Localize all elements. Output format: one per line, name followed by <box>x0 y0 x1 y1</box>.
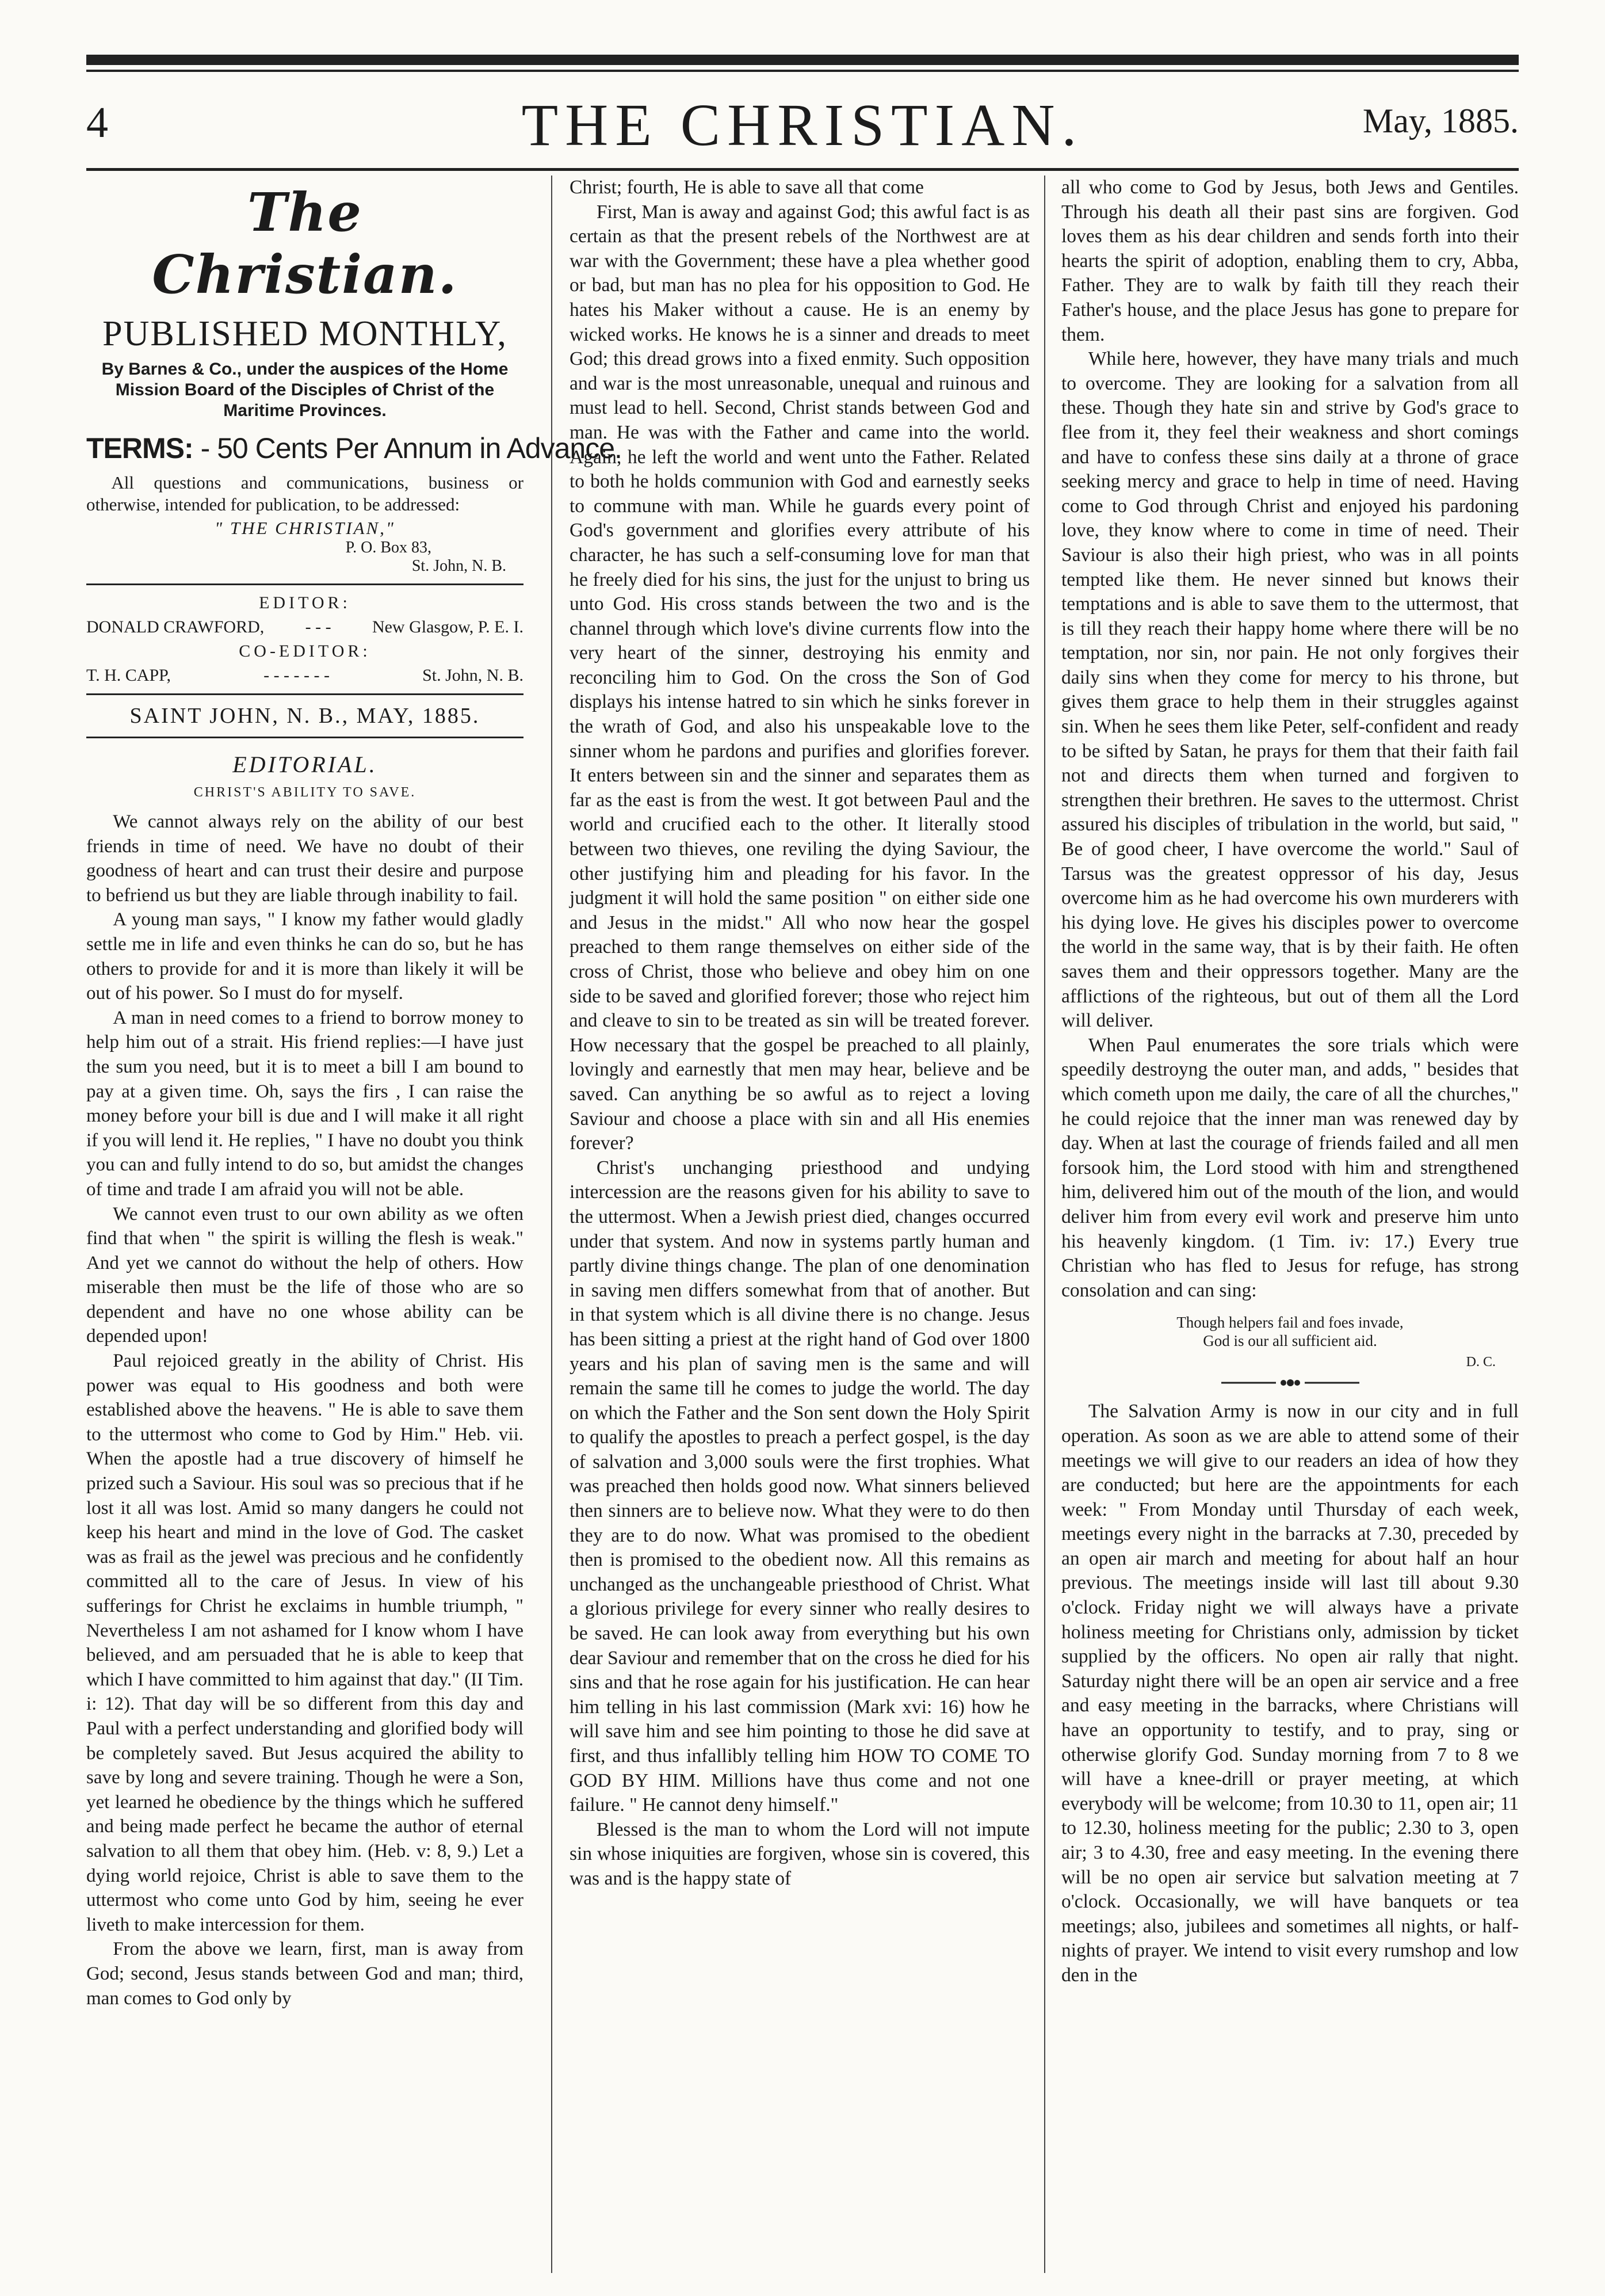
terms-label: TERMS: <box>86 432 193 464</box>
terms-value: 50 Cents Per Annum in Advance. <box>217 432 622 464</box>
editor-label: EDITOR: <box>259 593 351 612</box>
address-name: " THE CHRISTIAN," <box>215 518 395 538</box>
dateline-rule-top <box>86 693 523 695</box>
publisher-line: By Barnes & Co., under the auspices of the Home Mission Board of the Disciples of Christ of the Maritime Provinces. <box>101 360 509 420</box>
dateline: SAINT JOHN, N. B., MAY, 1885. <box>129 704 480 728</box>
terms-line <box>86 432 622 465</box>
address-box: P. O. Box 83, <box>345 539 431 556</box>
poem-verse <box>1061 1313 1519 1350</box>
header-rule <box>86 168 1519 171</box>
coeditor-label: CO-EDITOR: <box>239 642 371 661</box>
coeditor-line <box>86 666 523 685</box>
address-city: St. John, N. B. <box>411 557 506 575</box>
paragraph: The Salvation Army is now in our city and in full operation. As soon as we are able to attend some of their meetings we will give to our readers an idea of how they are conducted; but here are the appointments for each week: " From Monday until Thursday of each week, meetings every night in the barracks at 7.30, preceded by an open air march and meeting for about half an hour previous. The meetings inside will last till about 9.30 o'clock. Friday night we will always have a private holiness meeting for Christians only, admission by ticket supplied by the officers. No open air rally that night. Saturday night there will be an open air service and a free and easy meeting in the barracks, where Christians will have an opportunity to testify, and to pray, sing or otherwise glorify God. Sunday morning from 7 to 8 we will have a knee-drill or prayer meeting, at which everybody will be welcome; from 10.30 to 11, open air; 11 to 12.30, holiness meeting for the public; 2.30 to 3, open air; 3 to 4.30, free and easy meeting. In the evening there will be no open air service but salvation meeting at 7 o'clock. Occasionally, we will have banquets or tea meetings; also, jubilees and sometimes all nights, or half-nights of prayer. We intend to visit every rumshop and low den in the <box>1061 1401 1519 1986</box>
paragraph: Blessed is the man to whom the Lord will not impute sin whose iniquities are forgiven, whose sin is covered, this was and is the happy state of <box>570 1818 1030 1889</box>
paragraph: Christ; fourth, He is able to save all that come <box>570 177 924 198</box>
editor-dots: - - - <box>305 617 331 636</box>
paragraph: Christ's unchanging priesthood and undying intercession are the reasons given for his ability to save to the uttermost. When a Jewish priest died, changes occurred under that system. And now in systems partly human and partly divine things change. The plan of one denomination in saving men differs somewhat from that of another. But in that system which is all divine there is no change. Jesus has been sitting a priest at the right hand of God over 1800 years and his plan of saving men is the same and will remain the same till he comes to judge the world. The day on which the Father and the Son sent down the Holy Spirit to qualify the apostles to preach a perfect gospel, is the day of salvation and 3,000 souls were the first trophies. What was preached then holds good now. What sinners believed then sinners are to believe now. What they were to do then they are to do now. What was promised to the obedient then is promised to the obedient now. All this remains as unchanged as the unchangeable priesthood of Christ. What a glorious privilege for every sinner who really desires to be saved. He can look away from everything but his own dear Saviour and remember that on the cross he died for his sins and that he rose again for his justification. He can hear him telling in his last commission (Mark xvi: 16) how he will save him and see him pointing to those he did save at first, and thus infallibly telling him HOW TO COME TO GOD BY HIM. Millions have thus come and not one failure. " He cannot deny himself." <box>570 1157 1030 1816</box>
column-divider <box>1044 176 1045 2273</box>
paragraph: While here, however, they have many trials and much to overcome. They are looking for a salvation from all these. Though they hate sin and strive by God's grace to flee from it, they feel their weakness and short comings and have to confess these sins daily at a throne of grace seeking mercy and grace to help in time of need. Having come to God through Christ and enjoyed his pardoning love, they know where to come in time of need. Their Saviour is also their high priest, who was in all points tempted like them. He never sinned but knows their temptations and is able to save them to the uttermost, that is till they reach their happy home where there will be no temptation, nor sin, nor pain. He not only forgives their daily sins when they come for mercy to his throne, but gives them grace to help them in their struggles against sin. When he sees them like Peter, self-confident and ready to be sifted by Satan, he prays for them that their faith fail not and directs them when turned and forgiven to strengthen their brethren. He saves to the uttermost. Christ assured his disciples of tribulation in the world, but said, " Be of good cheer, I have overcome the world." Saul of Tarsus was the greatest oppressor of his day, Jesus overcome him as he had overcome his own murderers with his dying love. He gives his disciples power to overcome the world in the same way, that is by their faith. He often saves them and their oppressors together. Many are the afflictions of the righteous, but out of them all the Lord will deliver. <box>1061 348 1519 1032</box>
paragraph: First, Man is away and against God; this awful fact is as certain as that the present rebels of the Northwest are at war with the Government; these have a plea whether good or bad, but man has no plea for his opposition to God. He hates his Maker without a cause. He is an enemy by wicked works. He knows he is a sinner and dreads to meet God; this dread grows into a fixed enmity. Such opposition and war is the most unreasonable, unequal and ruinous and must lead to hell. Second, Christ stands between God and man. He was with the Father and came into the world. Again, he left the world and went unto the Father. Related to both he holds communion with God and earnestly seeks to commune with man. While he guards every point of God's government and glorifies every attribute of his character, he has such a self-consuming love for man that he freely died for his sins, the just for the unjust to bring us unto God. His cross stands between the two and is the channel through which love's divine currents flow into the very heart of the sinner, destroying his enmity and reconciling him to God. On the cross the Son of God displays his intense hatred to sin which he sinks forever in the wrath of God, and also his unspeakable love to the sinner whom he pardons and purifies and glorifies forever. It enters between sin and the sinner and separates them as far as the east is from the west. It got between Paul and the world and crucified each to the other. It literally stood between two thieves, one reviling the dying Saviour, the other justifying him and pleading for his favor. In the judgment it will hold the same position " on either side one and Jesus in the midst." All who now hear the gospel preached to them range themselves on either side of the cross of Christ, those who believe and obey him on one side to be saved and glorified forever; those who reject him and cleave to sin to be treated as sin will be treated forever. How necessary that the gospel be preached to all plainly, lovingly and earnestly that men may hear, believe and be saved. Can anything be so awful as to reject a loving Saviour and choose a place with sin and all His enemies forever? <box>570 201 1030 1154</box>
masthead-rule <box>86 583 523 585</box>
top-thin-rule <box>86 70 1519 72</box>
paragraph: We cannot always rely on the ability of our best friends in time of need. We have no doubt of their goodness of heart and can trust their desire and purpose to befriend us but they are liable through inability to fail. <box>86 811 523 906</box>
article-subheading: CHRIST'S ABILITY TO SAVE. <box>193 785 416 800</box>
page-number: 4 <box>86 98 108 147</box>
paragraph: A man in need comes to a friend to borrow money to help him out of a strait. His friend replies:—I have just the sum you need, but it is to meet a bill I am bound to pay at a given time. Oh, says the firs , I can raise the money before your bill is due and I will make it all right if you will lend it. He replies, " I have no doubt you think you can and fully intend to do so, but amidst the changes of time and trade I am afraid you will not be able. <box>86 1007 523 1200</box>
section-ornament <box>1061 1377 1519 1393</box>
running-header <box>86 81 1519 167</box>
paragraph: From the above we learn, first, man is away from God; second, Jesus stands between God and man; third, man comes to God only by <box>86 1939 523 2009</box>
poem-line: God is our all sufficient aid. <box>1203 1332 1377 1350</box>
top-heavy-rule <box>86 55 1519 65</box>
poem-line: Though helpers fail and foes invade, <box>1176 1314 1404 1332</box>
editorial-heading: EDITORIAL. <box>232 752 377 777</box>
published-monthly: PUBLISHED MONTHLY, <box>102 314 507 353</box>
editor-name: DONALD CRAWFORD, <box>86 617 265 636</box>
column-3 <box>1061 176 1519 2273</box>
newspaper-title: THE CHRISTIAN. <box>521 92 1084 158</box>
paragraph: A young man says, " I know my father would gladly settle me in life and even thinks he can do so, but he has others to provide for and it is more than likely it will be out of his power. So I must do for myself. <box>86 909 523 1004</box>
issue-date: May, 1885. <box>1362 102 1519 140</box>
column-2 <box>570 176 1030 2273</box>
terms-separator: - <box>200 432 210 464</box>
author-signature: D. C. <box>1466 1355 1496 1370</box>
paragraph: We cannot even trust to our own ability as we often find that when " the spirit is willing the flesh is weak." And yet we cannot do without the help of others. How miserable then must be the life of those who are so dependent and have no one whose ability can be depended upon! <box>86 1203 523 1347</box>
coeditor-place: St. John, N. B. <box>422 666 523 685</box>
address-notice: All questions and communications, business or otherwise, intended for publication, to be addressed: <box>86 472 523 514</box>
paragraph: When Paul enumerates the sore trials which were speedily destroyng the outer man, and adds, " besides that which cometh upon me daily, the care of all the churches," he could rejoice that the inner man was renewed day by day. When at last the courage of friends failed and all men forsook him, the Lord stood with him and strengthened him, delivered him out of the mouth of the lion, and would deliver him from every evil work and preserve him unto his heavenly kingdom. (1 Tim. iv: 17.) Every true Christian who has fled to Jesus for refuge, has strong consolation and can sing: <box>1061 1034 1519 1301</box>
editor-place: New Glasgow, P. E. I. <box>372 617 523 636</box>
column-divider <box>551 176 552 2273</box>
ornament-divider-icon <box>1221 1377 1359 1389</box>
coeditor-name: T. H. CAPP, <box>86 666 171 685</box>
editor-line <box>86 617 523 637</box>
coeditor-dots: - - - - - - - <box>263 666 330 685</box>
paragraph: Paul rejoiced greatly in the ability of Christ. His power was equal to His goodness and both were established above the heavens. " He is able to save them to the uttermost who come to God by Him." Heb. vii. When the apostle had a true discovery of himself he prized such a Saviour. His soul was so precious that if he lost it all was lost. Amid so many dangers he could not keep his heart and mind in the love of God. The casket was as frail as the jewel was precious and he confidently committed all to the care of Jesus. In view of his sufferings for Christ he exclaims in humble triumph, " Nevertheless I am not ashamed for I know whom I have believed, and am persuaded that he is able to keep that which I have committed to him against that day." (II Tim. i: 12). That day will be so different from this day and Paul with a perfect understanding and glorified body will be completely saved. But Jesus acquired the ability to save by long and severe training. Though he were a Son, yet learned he obedience by the things which he suffered and being made perfect he became the author of eternal salvation to all them that obey him. (Heb. v: 8, 9.) Let a dying world rejoice, Christ is able to save them to the uttermost who come unto God by him, seeing he ever liveth to make intercession for them. <box>86 1351 523 1935</box>
dateline-rule-bottom <box>86 737 523 738</box>
column-1 <box>86 176 622 2273</box>
paragraph: all who come to God by Jesus, both Jews and Gentiles. Through his death all their past sins are forgiven. God loves them as his dear children and sends forth into their hearts the spirit of adoption, enabling them to cry, Abba, Father. They are to walk by faith till they reach their Father's house, and the place Jesus has gone to prepare for them. <box>1061 177 1519 345</box>
masthead-title: The Christian. <box>152 181 458 306</box>
